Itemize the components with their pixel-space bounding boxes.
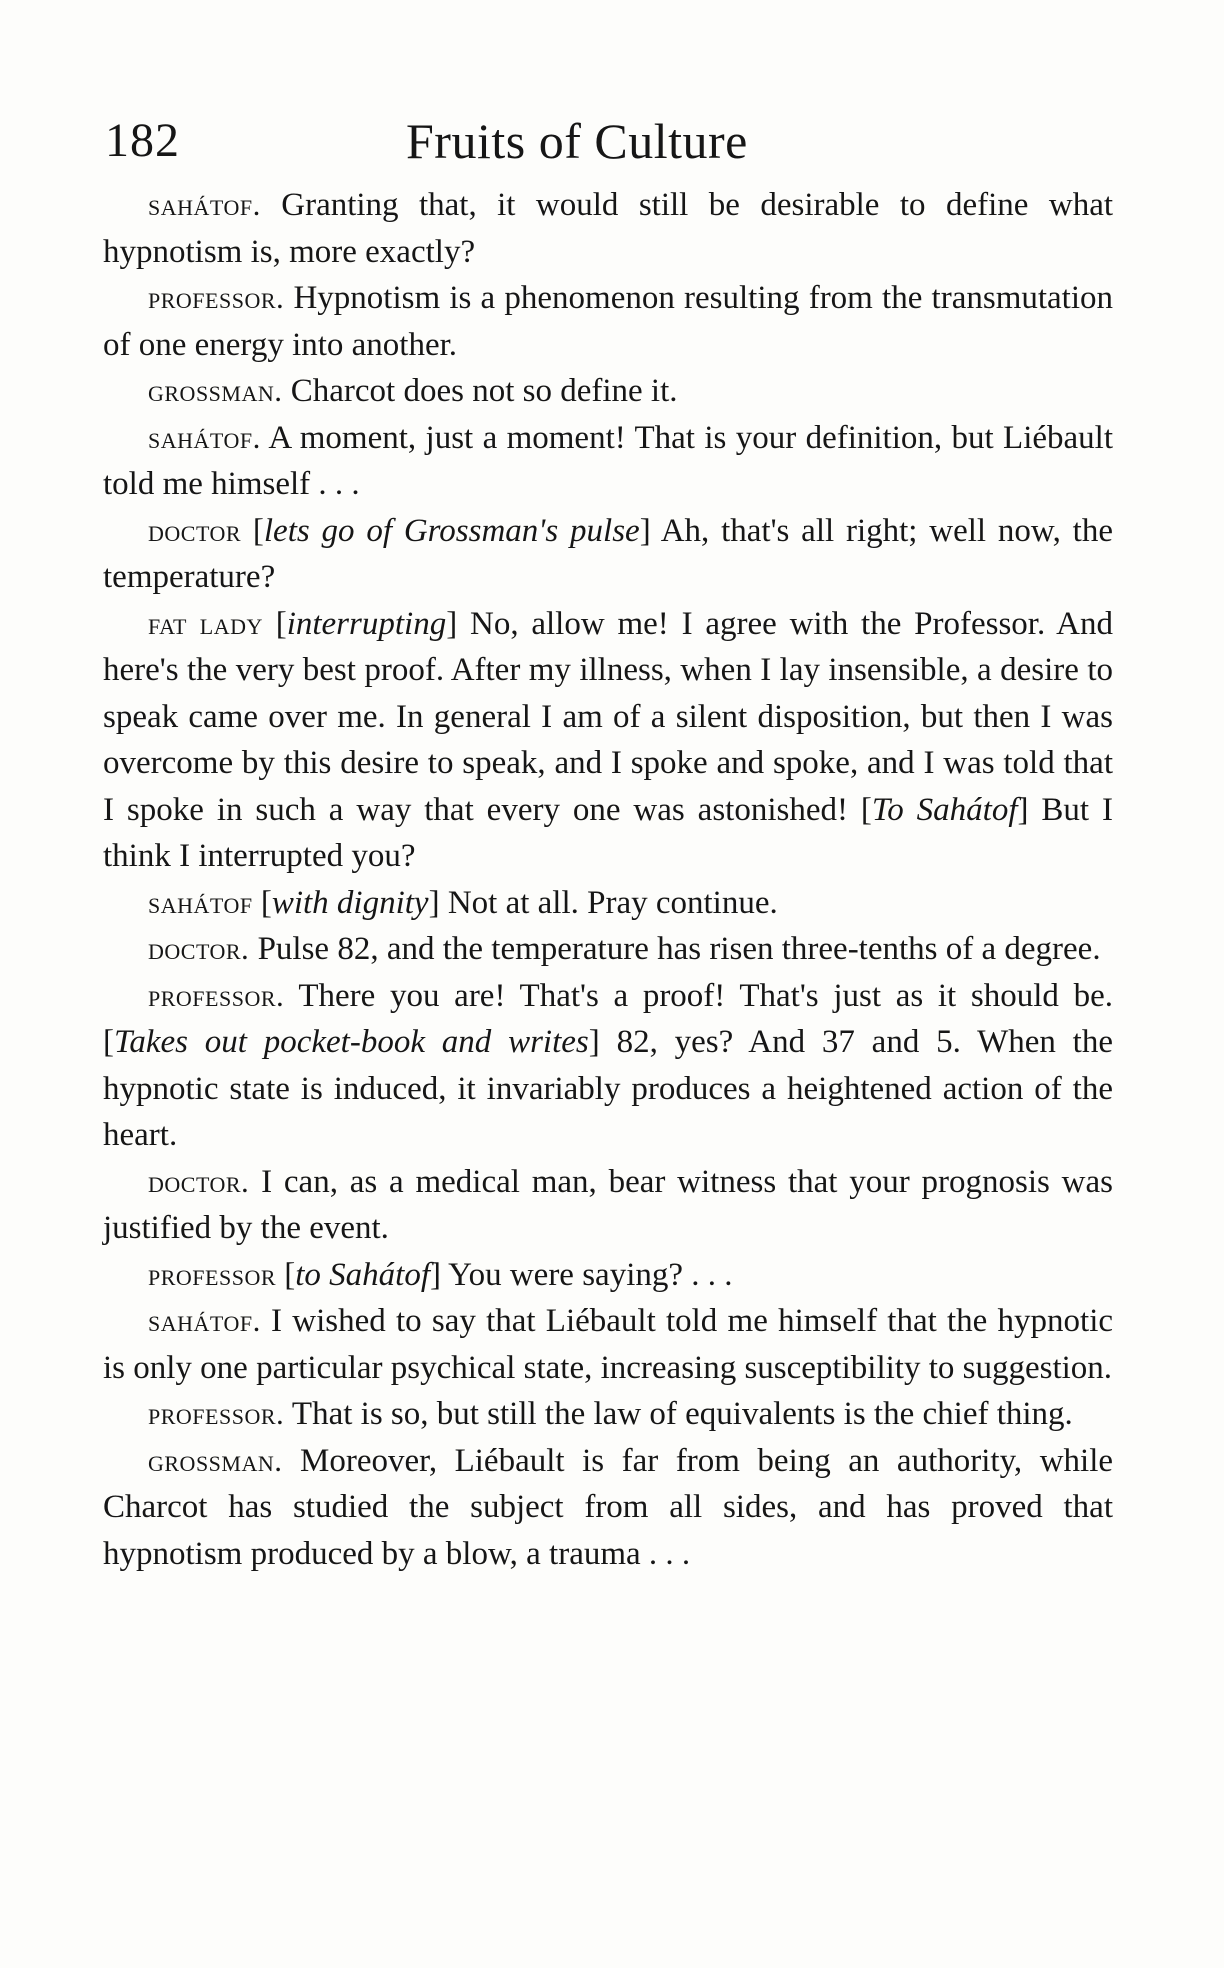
stage-direction: interrupting [286,605,447,642]
page-number: 182 [105,114,180,167]
dialogue-line [103,1252,1113,1299]
dialogue-line [103,880,1113,927]
bracket-open: [ [275,605,287,642]
bracket-open: [ [252,512,264,549]
speaker-name: professor. [148,1396,285,1431]
stage-direction: To Sahátof [871,791,1018,828]
speech: Hypnotism is a phenomenon resulting from the transmutation of one energy into another. [103,280,1114,363]
dialogue-line [103,508,1113,601]
speech: But I think I interrupted you? [103,791,1113,874]
speech: Pulse 82, and the temperature has risen three-tenths of a degree. [257,931,1101,967]
speaker-name: doctor [148,512,242,548]
dialogue-line [103,1159,1113,1252]
running-title: Fruits of Culture [406,113,748,169]
bracket-open: [ [260,884,272,921]
speech: 82, yes? And 37 and 5. When the hypnotic state is induced, it invariably produces a heightened action of the heart. [103,1024,1113,1153]
speech: Not at all. Pray continue. [447,884,778,921]
bracket-open: [ [860,791,872,828]
dialogue-line [103,1391,1113,1438]
speech: No, allow me! I agree with the Professor. And here's the very best proof. After my illness, when I lay insensible, a desire to speak came over me. In general I am of a silent disposition, but then I was overcome by this desire to speak, and I spoke and spoke, and I was told that I spoke in such a way that every one was astonished! [103,605,1114,828]
dialogue-line [103,415,1113,508]
bracket-close: ] [639,512,651,549]
speech: That is so, but still the law of equivalents is the chief thing. [291,1396,1073,1432]
dialogue-line [103,1438,1113,1578]
bracket-close: ] [588,1024,600,1060]
speaker-name: grossman. [148,1442,283,1478]
speech: I can, as a medical man, bear witness that your prognosis was justified by the event. [103,1163,1114,1246]
book-page [103,108,1113,1577]
dialogue-line [103,973,1113,1159]
dialogue-line [103,601,1113,880]
page-header [103,108,1113,174]
stage-direction: Takes out pocket-book and writes [114,1024,589,1060]
speaker-name: professor [148,1256,277,1292]
bracket-close: ] [430,1256,442,1293]
speech: Granting that, it would still be desirable to define what hypnotism is, more exactly? [103,187,1114,270]
speaker-name: grossman. [148,373,283,408]
dialogue-line [103,368,1113,415]
speaker-name: sahátof. [148,419,261,455]
speech: Charcot does not so define it. [290,373,678,409]
speech: There you are! That's a proof! That's just as it should be. [298,977,1113,1014]
dialogue-line [103,1298,1113,1391]
bracket-close: ] [1017,791,1029,828]
speaker-name: professor. [148,280,285,315]
speaker-name: fat lady [148,605,263,641]
speaker-name: professor. [148,977,285,1013]
speaker-name: sahátof. [148,1303,261,1338]
bracket-close: ] [428,884,440,921]
bracket-close: ] [446,605,458,642]
speech: Ah, that's all right; well now, the temperature? [103,512,1113,595]
dialogue-line [103,926,1113,973]
speaker-name: doctor. [148,931,250,966]
speech: You were saying? . . . [448,1256,733,1293]
speech: Moreover, Liébault is far from being an authority, while Charcot has studied the subject from all sides, and has proved that hypnotism produced by a blow, a trauma . . . [103,1442,1114,1572]
speaker-name: sahátof [148,884,253,920]
stage-direction: to Sahátof [295,1256,431,1293]
speech: A moment, just a moment! That is your definition, but Liébault told me himself . . . [103,419,1113,502]
bracket-open: [ [103,1024,114,1060]
stage-direction: with dignity [271,884,429,921]
stage-direction: lets go of Grossman's pulse [263,512,640,549]
speaker-name: sahátof. [148,187,261,222]
speech: I wished to say that Liébault told me himself that the hypnotic is only one particular psychical state, increasing susceptibility to suggestion. [103,1303,1114,1386]
dialogue-line [103,182,1113,275]
dialogue-text [103,182,1113,1577]
speaker-name: doctor. [148,1163,250,1199]
bracket-open: [ [284,1256,296,1293]
dialogue-line [103,275,1113,368]
